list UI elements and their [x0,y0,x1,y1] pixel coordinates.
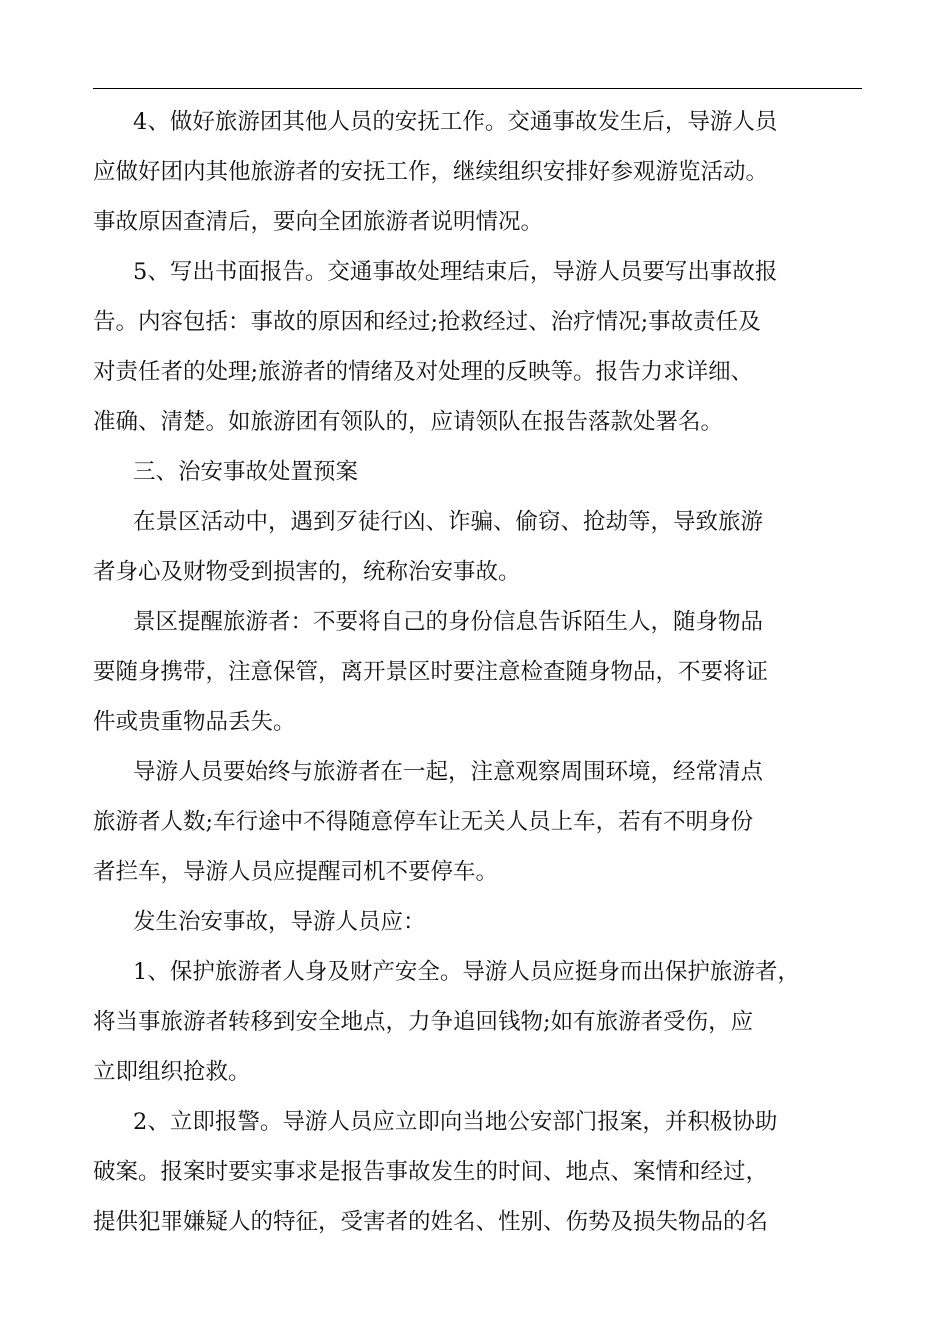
text-line: 者身心及财物受到损害的，统称治安事故。 [93,559,521,585]
text-line: 准确、清楚。如旅游团有领队的，应请领队在报告落款处署名。 [93,409,724,435]
text-line: 事故原因查清后，要向全团旅游者说明情况。 [93,209,544,235]
text-line: 1、保护旅游者人身及财产安全。导游人员应挺身而出保护旅游者， [133,959,800,985]
text-line: 告。内容包括：事故的原因和经过;抢救经过、治疗情况;事故责任及 [93,309,761,335]
text-line: 要随身携带，注意保管，离开景区时要注意检查随身物品，不要将证 [93,659,769,685]
text-line: 发生治安事故，导游人员应： [133,909,426,935]
header-rule [93,88,862,89]
text-line: 导游人员要始终与旅游者在一起，注意观察周围环境，经常清点 [133,759,764,785]
text-line: 应做好团内其他旅游者的安抚工作，继续组织安排好参观游览活动。 [93,159,769,185]
text-line: 将当事旅游者转移到安全地点，力争追回钱物;如有旅游者受伤，应 [93,1009,754,1035]
text-line: 旅游者人数;车行途中不得随意停车让无关人员上车，若有不明身份 [93,809,754,835]
text-line: 提供犯罪嫌疑人的特征，受害者的姓名、性别、伤势及损失物品的名 [93,1209,769,1235]
text-line: 5、写出书面报告。交通事故处理结束后，导游人员要写出事故报 [133,259,778,285]
text-line: 对责任者的处理;旅游者的情绪及对处理的反映等。报告力求详细、 [93,359,754,385]
text-line: 在景区活动中，遇到歹徒行凶、诈骗、偷窃、抢劫等，导致旅游 [133,509,764,535]
document-body [93,97,863,1247]
text-line: 者拦车，导游人员应提醒司机不要停车。 [93,859,499,885]
text-line: 2、立即报警。导游人员应立即向当地公安部门报案，并积极协助 [133,1109,778,1135]
text-line: 立即组织抢救。 [93,1059,251,1085]
text-line: 4、做好旅游团其他人员的安抚工作。交通事故发生后，导游人员 [133,109,778,135]
text-line: 三、治安事故处置预案 [133,459,359,485]
text-line: 破案。报案时要实事求是报告事故发生的时间、地点、案情和经过， [93,1159,769,1185]
text-line: 件或贵重物品丢失。 [93,709,296,735]
text-line: 景区提醒旅游者：不要将自己的身份信息告诉陌生人，随身物品 [133,609,764,635]
